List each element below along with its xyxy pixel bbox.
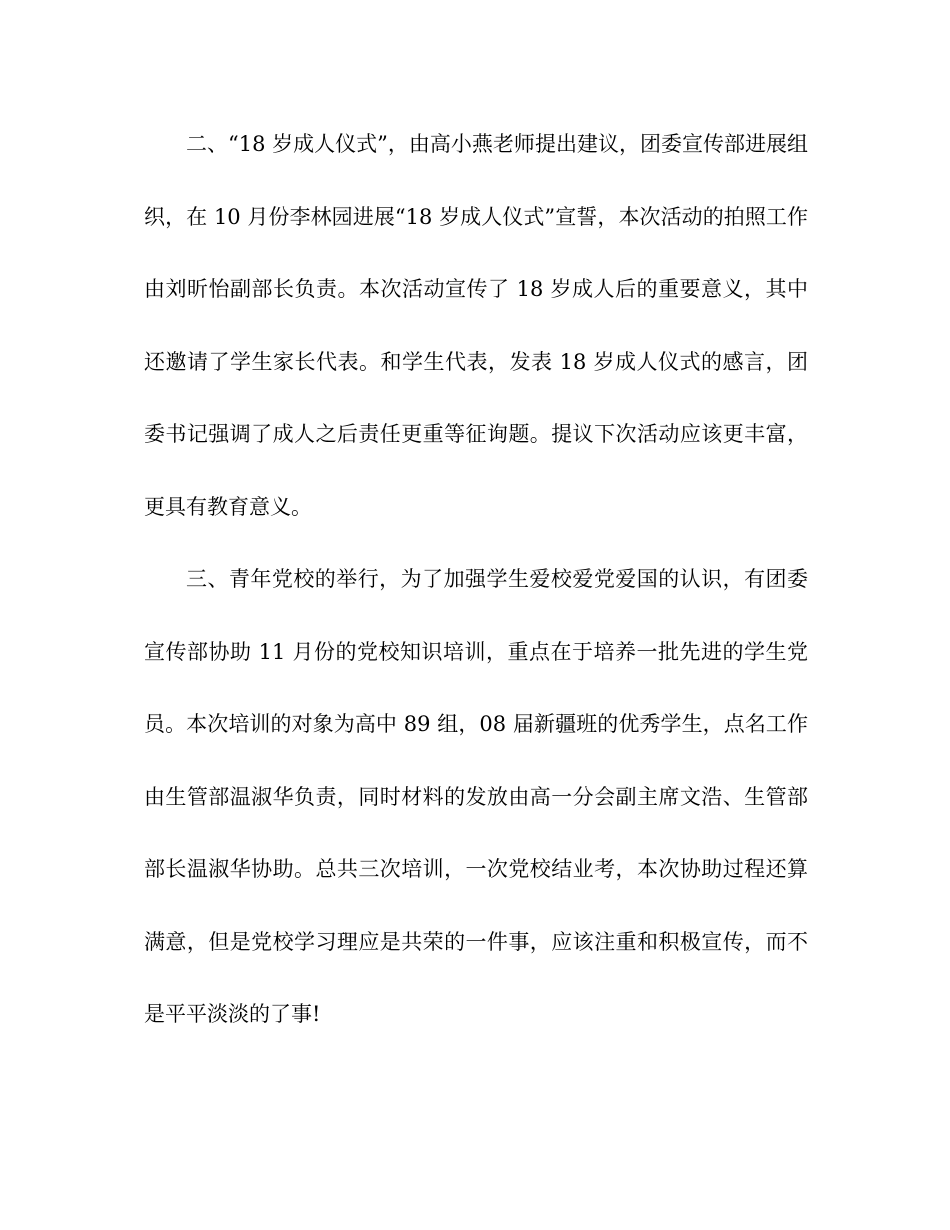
paragraph-line: 工作由生管部温淑华负责，同时材料的发放由高一分会副主席文浩、 xyxy=(144,712,809,809)
paragraph-line: 义，其中还邀请了学生家长代表。和学生代表，发表 18 岁成人仪式的 xyxy=(144,277,808,374)
paragraph-coming-of-age-ceremony xyxy=(144,108,808,543)
paragraph-line: 过程还算满意，但是党校学习理应是共荣的一件事，应该注重和积极 xyxy=(144,857,809,954)
paragraph-youth-party-school xyxy=(144,543,808,1051)
paragraph-line: 二、“18 岁成人仪式”，由高小燕老师提出建议，团委宣传部进 xyxy=(186,132,766,156)
paragraph-line: 拍照工作由刘昕怡副部长负责。本次活动宣传了 18 岁成人后的重要意 xyxy=(144,204,808,301)
paragraph-line: 该更丰富，更具有教育意义。 xyxy=(144,422,808,519)
paragraph-line: 委宣传部协助 11 月份的党校知识培训，重点在于培养一批先进的学生 xyxy=(144,567,808,664)
paragraph-line: 党员。本次培训的对象为高中 89 组，08 届新疆班的优秀学生，点名 xyxy=(144,639,808,736)
paragraph-line: 宣传，而不是平平淡淡的了事! xyxy=(144,929,808,1026)
paragraph-line: 展组织，在 10 月份李林园进展“18 岁成人仪式”宣誓，本次活动的 xyxy=(144,132,809,229)
paragraph-line: 生管部部长温淑华协助。总共三次培训，一次党校结业考，本次协助 xyxy=(144,784,809,881)
paragraph-line: 感言，团委书记强调了成人之后责任更重等征询题。提议下次活动应 xyxy=(144,349,808,446)
paragraph-line: 三、青年党校的举行，为了加强学生爱校爱党爱国的认识，有团 xyxy=(186,567,787,591)
